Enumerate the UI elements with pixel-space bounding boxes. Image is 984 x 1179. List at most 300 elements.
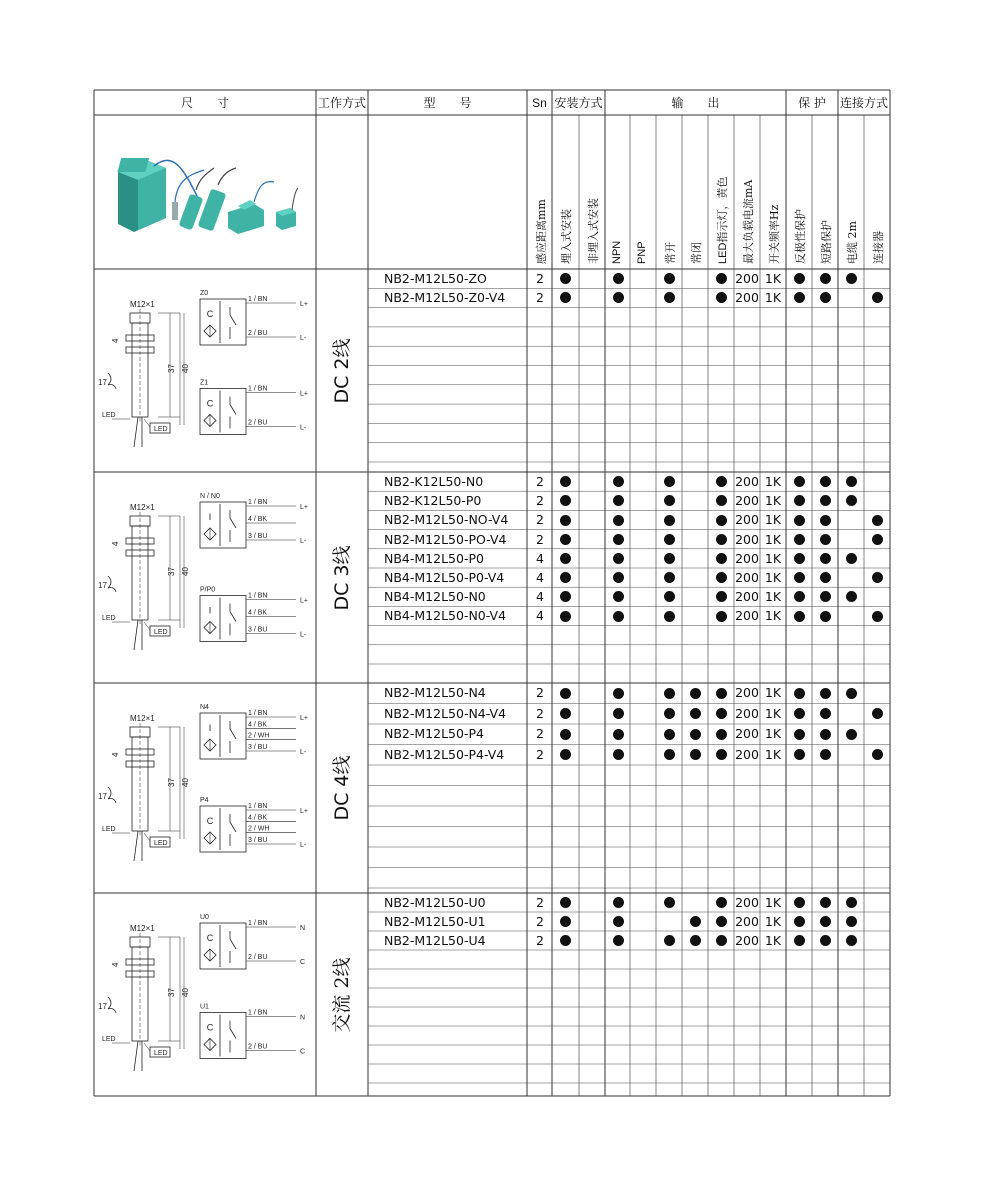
subheader-7: LED指示灯，黄色	[717, 176, 729, 264]
dot-rev	[794, 572, 805, 583]
subheader-8: 最大负载电流mA	[742, 179, 755, 264]
dimension-drawing	[96, 893, 316, 1096]
wire-label: 3 / BU	[248, 744, 268, 751]
dot-flush	[560, 935, 571, 946]
inner-symbol: C	[206, 816, 214, 826]
freq-cell: 1K	[764, 685, 782, 700]
led-label: LED	[102, 412, 116, 419]
diagram-name: N / N0	[200, 493, 220, 500]
model-cell: NB2-K12L50-P0	[384, 493, 482, 509]
subheader-4: PNP	[636, 241, 648, 264]
wire-label: 1 / BN	[248, 1009, 268, 1017]
diagram-name: P/P0	[200, 586, 216, 594]
model-cell: NB2-M12L50-U1	[384, 914, 486, 929]
dot-nc	[690, 916, 701, 927]
dot-rev	[794, 495, 805, 506]
subheader-6: 常闭	[690, 242, 703, 264]
dot-short	[820, 572, 831, 583]
model-cell: NB2-M12L50-P4	[384, 726, 484, 741]
dot-npn	[613, 935, 624, 946]
dot-short	[820, 292, 831, 303]
subheader-10: 反极性保护	[794, 209, 807, 264]
terminal-label: L-	[300, 631, 307, 639]
dot-flush	[560, 729, 571, 740]
header-size: 尺 寸	[180, 96, 229, 110]
freq-cell: 1K	[764, 746, 782, 762]
inner-symbol: I	[208, 512, 212, 522]
dot-no	[664, 688, 675, 699]
dot-flush	[560, 515, 571, 526]
wire-label: 1 / BN	[248, 803, 268, 810]
diagram-name: U0	[200, 914, 209, 921]
dim-4: 4	[111, 338, 120, 343]
wrench-icon	[108, 997, 116, 1013]
led-label: LED	[102, 826, 116, 833]
dot-short	[820, 611, 831, 622]
current-cell: 200	[735, 474, 759, 489]
model-cell: NB2-M12L50-U0	[384, 895, 486, 910]
current-cell: 200	[735, 685, 759, 700]
subheader-3: NPN	[611, 240, 623, 264]
header-mode: 工作方式	[317, 96, 366, 110]
model-cell: NB4-M12L50-N0	[384, 589, 486, 605]
header-output: 输 出	[671, 96, 720, 110]
dot-cable	[846, 916, 857, 927]
dot-rev	[794, 534, 805, 545]
current-cell: 200	[735, 895, 759, 910]
sn-cell: 2	[536, 726, 544, 741]
terminal-label: N	[300, 925, 306, 932]
sn-cell: 4	[536, 550, 544, 566]
header-model: 型 号	[423, 96, 472, 110]
dot-rev	[794, 591, 805, 602]
terminal-label: L-	[300, 749, 307, 756]
sensor-block	[200, 502, 246, 548]
sn-cell: 2	[536, 512, 544, 528]
thread-label: M12×1	[130, 300, 155, 309]
dot-npn	[613, 611, 624, 622]
sn-cell: 4	[536, 589, 544, 605]
dot-npn	[613, 688, 624, 699]
model-cell: NB2-K12L50-N0	[384, 474, 484, 489]
dot-led	[716, 897, 727, 908]
subheader-11: 短路保护	[820, 220, 833, 264]
led-label-2: LED	[154, 1050, 168, 1057]
freq-cell: 1K	[764, 608, 782, 624]
dot-npn	[613, 729, 624, 740]
thread-label: M12×1	[130, 924, 155, 933]
led-label-2: LED	[154, 426, 168, 433]
wire-label: 4 / BK	[248, 516, 268, 523]
dot-no	[664, 534, 675, 545]
header-protection: 保 护	[798, 96, 826, 110]
diagram-name: N4	[200, 704, 209, 711]
freq-cell: 1K	[764, 570, 782, 585]
dot-nc	[690, 729, 701, 740]
sensor-block	[200, 389, 246, 435]
freq-cell: 1K	[764, 550, 782, 566]
sn-cell: 2	[536, 933, 544, 948]
sn-cell: 2	[536, 685, 544, 700]
dot-rev	[794, 515, 805, 526]
dot-rev	[794, 897, 805, 908]
dot-short	[820, 897, 831, 908]
inner-symbol: I	[208, 723, 212, 733]
dot-led	[716, 553, 727, 564]
wire-label: 3 / BU	[248, 626, 268, 634]
current-cell: 200	[735, 914, 759, 929]
freq-cell: 1K	[764, 705, 782, 721]
subheader-12: 电缆 2m	[846, 221, 859, 264]
dim-17: 17	[98, 1002, 107, 1011]
dot-cable	[846, 476, 857, 487]
dot-conn	[872, 292, 883, 303]
model-cell: NB2-M12L50-P4-V4	[384, 746, 505, 762]
dot-cable	[846, 591, 857, 602]
sensor-block	[200, 1013, 246, 1059]
wire-label: 3 / BU	[248, 837, 268, 844]
wire-label: 2 / BU	[248, 419, 268, 427]
dot-rev	[794, 553, 805, 564]
terminal-label: L+	[300, 597, 308, 605]
dimension-drawing	[96, 269, 316, 472]
led-label: LED	[102, 615, 116, 622]
dim-37: 37	[167, 364, 176, 373]
mode-label: 交流 2线	[331, 956, 353, 1033]
dim-17: 17	[98, 792, 107, 801]
dot-npn	[613, 897, 624, 908]
dim-40: 40	[181, 988, 190, 997]
wire-label: 2 / WH	[248, 732, 270, 740]
dot-rev	[794, 292, 805, 303]
wire-label: 1 / BN	[248, 499, 268, 506]
dot-short	[820, 553, 831, 564]
dot-rev	[794, 749, 805, 760]
dot-rev	[794, 935, 805, 946]
dimension-drawing	[96, 472, 316, 683]
model-cell: NB2-M12L50-U4	[384, 933, 486, 948]
dot-no	[664, 292, 675, 303]
dot-conn	[872, 708, 883, 719]
dot-led	[716, 572, 727, 583]
inner-symbol: C	[206, 933, 214, 943]
freq-cell: 1K	[764, 726, 782, 741]
dim-4: 4	[111, 962, 120, 967]
dim-4: 4	[111, 752, 120, 757]
dot-short	[820, 515, 831, 526]
subheader-1: 埋入式安装	[560, 209, 573, 264]
dot-no	[664, 515, 675, 526]
dot-conn	[872, 534, 883, 545]
current-cell: 200	[735, 608, 759, 624]
sensor-block	[200, 713, 246, 759]
freq-cell: 1K	[764, 271, 782, 286]
header-sn: Sn	[532, 95, 547, 110]
dot-npn	[613, 553, 624, 564]
dot-no	[664, 495, 675, 506]
dot-no	[664, 935, 675, 946]
dot-npn	[613, 572, 624, 583]
dot-short	[820, 749, 831, 760]
sn-cell: 2	[536, 493, 544, 509]
wire-label: 2 / WH	[248, 825, 270, 833]
dot-led	[716, 688, 727, 699]
sensor-block	[200, 299, 246, 345]
thread-label: M12×1	[130, 714, 155, 723]
model-cell: NB4-M12L50-P0-V4	[384, 570, 505, 585]
terminal-label: N	[300, 1014, 306, 1022]
dot-short	[820, 916, 831, 927]
dot-npn	[613, 292, 624, 303]
sn-cell: 2	[536, 474, 544, 489]
sn-cell: 2	[536, 914, 544, 929]
dot-no	[664, 572, 675, 583]
dot-nc	[690, 688, 701, 699]
sn-cell: 2	[536, 271, 544, 286]
wire-label: 1 / BN	[248, 592, 268, 600]
dot-npn	[613, 476, 624, 487]
dot-no	[664, 749, 675, 760]
dot-led	[716, 729, 727, 740]
dot-led	[716, 515, 727, 526]
diagram-name: Z0	[200, 290, 209, 297]
dot-short	[820, 935, 831, 946]
terminal-label: L+	[300, 808, 308, 815]
model-cell: NB4-M12L50-P0	[384, 550, 484, 566]
wrench-icon	[108, 373, 116, 389]
dot-short	[820, 708, 831, 719]
dim-37: 37	[167, 778, 176, 787]
dot-conn	[872, 572, 883, 583]
sn-cell: 4	[536, 570, 544, 585]
dot-rev	[794, 729, 805, 740]
dim-37: 37	[167, 988, 176, 997]
freq-cell: 1K	[764, 914, 782, 929]
dot-no	[664, 611, 675, 622]
dot-cable	[846, 729, 857, 740]
dot-led	[716, 292, 727, 303]
current-cell: 200	[735, 705, 759, 721]
dot-rev	[794, 476, 805, 487]
dimension-drawing	[96, 683, 316, 893]
dot-npn	[613, 916, 624, 927]
wire-label: 1 / BN	[248, 296, 268, 303]
dim-17: 17	[98, 378, 107, 387]
diagram-name: Z1	[200, 379, 209, 387]
inner-symbol: C	[206, 309, 214, 319]
dot-no	[664, 476, 675, 487]
led-label-2: LED	[154, 840, 168, 847]
subheader-0: 感应距离mm	[535, 199, 548, 264]
wire-label: 2 / BU	[248, 330, 268, 337]
wire-label: 2 / BU	[248, 1043, 268, 1051]
terminal-label: L-	[300, 842, 307, 849]
model-cell: NB2-M12L50-PO-V4	[384, 531, 507, 547]
dot-flush	[560, 688, 571, 699]
dot-short	[820, 476, 831, 487]
current-cell: 200	[735, 746, 759, 762]
dot-rev	[794, 273, 805, 284]
dot-short	[820, 495, 831, 506]
freq-cell: 1K	[764, 512, 782, 528]
dot-cable	[846, 553, 857, 564]
dot-cable	[846, 273, 857, 284]
dot-led	[716, 591, 727, 602]
sn-cell: 2	[536, 705, 544, 721]
inner-symbol: C	[206, 398, 214, 409]
model-cell: NB4-M12L50-N0-V4	[384, 608, 507, 624]
dot-nc	[690, 708, 701, 719]
dot-flush	[560, 897, 571, 908]
wire-label: 3 / BU	[248, 533, 268, 540]
current-cell: 200	[735, 933, 759, 948]
dim-40: 40	[181, 364, 190, 373]
dot-short	[820, 591, 831, 602]
dim-4: 4	[111, 541, 120, 546]
dot-flush	[560, 611, 571, 622]
thread-label: M12×1	[130, 503, 155, 512]
sensor-block	[200, 923, 246, 969]
current-cell: 200	[735, 531, 759, 547]
sn-cell: 2	[536, 531, 544, 547]
dot-flush	[560, 534, 571, 545]
current-cell: 200	[735, 290, 759, 306]
dot-led	[716, 534, 727, 545]
model-cell: NB2-M12L50-NO-V4	[384, 512, 509, 528]
dot-cable	[846, 897, 857, 908]
dot-led	[716, 611, 727, 622]
led-label: LED	[102, 1036, 116, 1043]
sensor-block	[200, 596, 246, 642]
freq-cell: 1K	[764, 493, 782, 509]
dot-rev	[794, 916, 805, 927]
dot-npn	[613, 708, 624, 719]
freq-cell: 1K	[764, 933, 782, 948]
dot-rev	[794, 708, 805, 719]
current-cell: 200	[735, 570, 759, 585]
mode-label: DC 3线	[331, 544, 353, 611]
dot-npn	[613, 273, 624, 284]
terminal-label: C	[300, 959, 306, 966]
terminal-label: L+	[300, 390, 308, 398]
current-cell: 200	[735, 271, 759, 286]
terminal-label: C	[300, 1048, 306, 1056]
current-cell: 200	[735, 512, 759, 528]
dot-short	[820, 534, 831, 545]
wire-label: 4 / BK	[248, 721, 268, 729]
dot-npn	[613, 591, 624, 602]
dot-no	[664, 897, 675, 908]
terminal-label: L+	[300, 715, 308, 722]
mode-label: DC 4线	[331, 755, 353, 821]
dot-npn	[613, 495, 624, 506]
dot-cable	[846, 688, 857, 699]
dot-nc	[690, 749, 701, 760]
dot-npn	[613, 749, 624, 760]
wire-label: 2 / BU	[248, 954, 268, 961]
wire-label: 1 / BN	[248, 710, 268, 717]
terminal-label: L-	[300, 335, 307, 342]
terminal-label: L+	[300, 301, 308, 308]
dot-npn	[613, 515, 624, 526]
dim-40: 40	[181, 567, 190, 576]
dot-led	[716, 495, 727, 506]
wire-label: 1 / BN	[248, 385, 268, 393]
subheader-9: 开关频率Hz	[768, 204, 781, 264]
sensor-block	[200, 806, 246, 852]
sn-cell: 2	[536, 895, 544, 910]
current-cell: 200	[735, 726, 759, 741]
dot-led	[716, 476, 727, 487]
dot-cable	[846, 495, 857, 506]
model-cell: NB2-M12L50-ZO	[384, 271, 487, 286]
freq-cell: 1K	[764, 589, 782, 605]
sn-cell: 4	[536, 608, 544, 624]
subheader-13: 连接器	[872, 231, 885, 264]
wrench-icon	[108, 787, 116, 803]
product-photo	[104, 140, 304, 250]
dot-led	[716, 749, 727, 760]
dot-led	[716, 708, 727, 719]
dot-no	[664, 273, 675, 284]
freq-cell: 1K	[764, 290, 782, 306]
dot-no	[664, 708, 675, 719]
header-mounting: 安装方式	[554, 96, 603, 110]
subheader-2: 非埋入式安装	[587, 198, 600, 264]
dot-nc	[690, 935, 701, 946]
subheader-5: 常开	[664, 242, 677, 264]
dot-conn	[872, 749, 883, 760]
dot-npn	[613, 534, 624, 545]
dot-rev	[794, 688, 805, 699]
model-cell: NB2-M12L50-N4	[384, 685, 486, 700]
current-cell: 200	[735, 493, 759, 509]
sn-cell: 2	[536, 290, 544, 306]
dot-rev	[794, 611, 805, 622]
dot-led	[716, 916, 727, 927]
freq-cell: 1K	[764, 531, 782, 547]
current-cell: 200	[735, 550, 759, 566]
dot-short	[820, 273, 831, 284]
terminal-label: L-	[300, 538, 307, 545]
terminal-label: L+	[300, 504, 308, 511]
dot-no	[664, 553, 675, 564]
dot-conn	[872, 515, 883, 526]
dim-37: 37	[167, 567, 176, 576]
model-cell: NB2-M12L50-Z0-V4	[384, 290, 506, 306]
dim-40: 40	[181, 778, 190, 787]
inner-symbol: I	[208, 605, 212, 616]
dot-short	[820, 729, 831, 740]
diagram-name: U1	[200, 1003, 209, 1011]
dot-no	[664, 591, 675, 602]
dot-no	[664, 729, 675, 740]
wire-label: 1 / BN	[248, 920, 268, 927]
freq-cell: 1K	[764, 474, 782, 489]
mode-label: DC 2线	[331, 337, 353, 404]
dot-flush	[560, 916, 571, 927]
wrench-icon	[108, 576, 116, 592]
freq-cell: 1K	[764, 895, 782, 910]
dot-short	[820, 688, 831, 699]
dot-led	[716, 273, 727, 284]
dot-cable	[846, 935, 857, 946]
dot-conn	[872, 611, 883, 622]
wire-label: 4 / BK	[248, 814, 268, 822]
wire-label: 4 / BK	[248, 609, 268, 617]
current-cell: 200	[735, 589, 759, 605]
model-cell: NB2-M12L50-N4-V4	[384, 705, 507, 721]
